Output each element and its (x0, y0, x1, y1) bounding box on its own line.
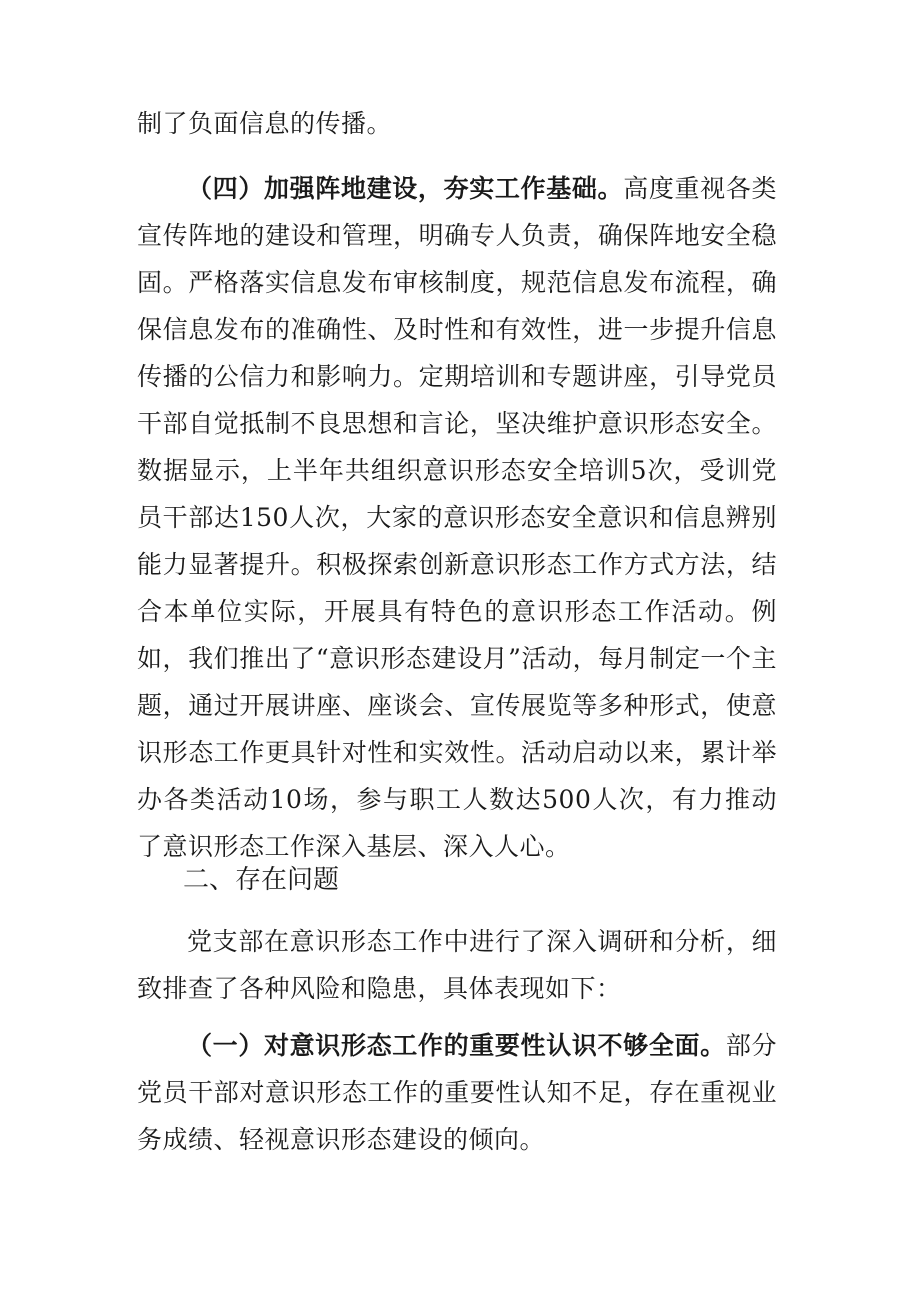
paragraph-section-4 (137, 165, 777, 870)
paragraph-text: 高度重视各类宣传阵地的建设和管理，明确专人负责，确保阵地安全稳固。严格落实信息发布审核制度，规范信息发布流程，确保信息发布的准确性、及时性和有效性，进一步提升信息传播的公信力和影响力。定期培训和专题讲座，引导党员干部自觉抵制不良思想和言论，坚决维护意识形态安全。数据显示，上半年共组织意识形态安全培训5次，受训党员干部达150人次，大家的意识形态安全意识和信息辨别能力显著提升。积极探索创新意识形态工作方式方法，结合本单位实际，开展具有特色的意识形态工作活动。例如，我们推出了“意识形态建设月”活动，每月制定一个主题，通过开展讲座、座谈会、宣传展览等多种形式，使意识形态工作更具针对性和实效性。活动启动以来，累计举办各类活动10场，参与职工人数达500人次，有力推动了意识形态工作深入基层、深入人心。 (137, 174, 777, 861)
paragraph-text: 部分党员干部对意识形态工作的重要性认知不足，存在重视业务成绩、轻视意识形态建设的倾向。 (137, 1031, 777, 1154)
section-heading: 二、存在问题 (183, 865, 340, 895)
paragraph-problem-1 (137, 1022, 777, 1163)
paragraph-lead-heading: （四）加强阵地建设，夯实工作基础。 (187, 174, 624, 203)
paragraph-continuation (137, 100, 777, 147)
paragraph-text: 党支部在意识形态工作中进行了深入调研和分析，细致排查了各种风险和隐患，具体表现如下： (137, 927, 777, 1003)
paragraph-text: 制了负面信息的传播。 (137, 109, 393, 138)
paragraph-lead-heading: （一）对意识形态工作的重要性认识不够全面。 (187, 1031, 726, 1060)
paragraph-intro-problems (137, 918, 777, 1012)
